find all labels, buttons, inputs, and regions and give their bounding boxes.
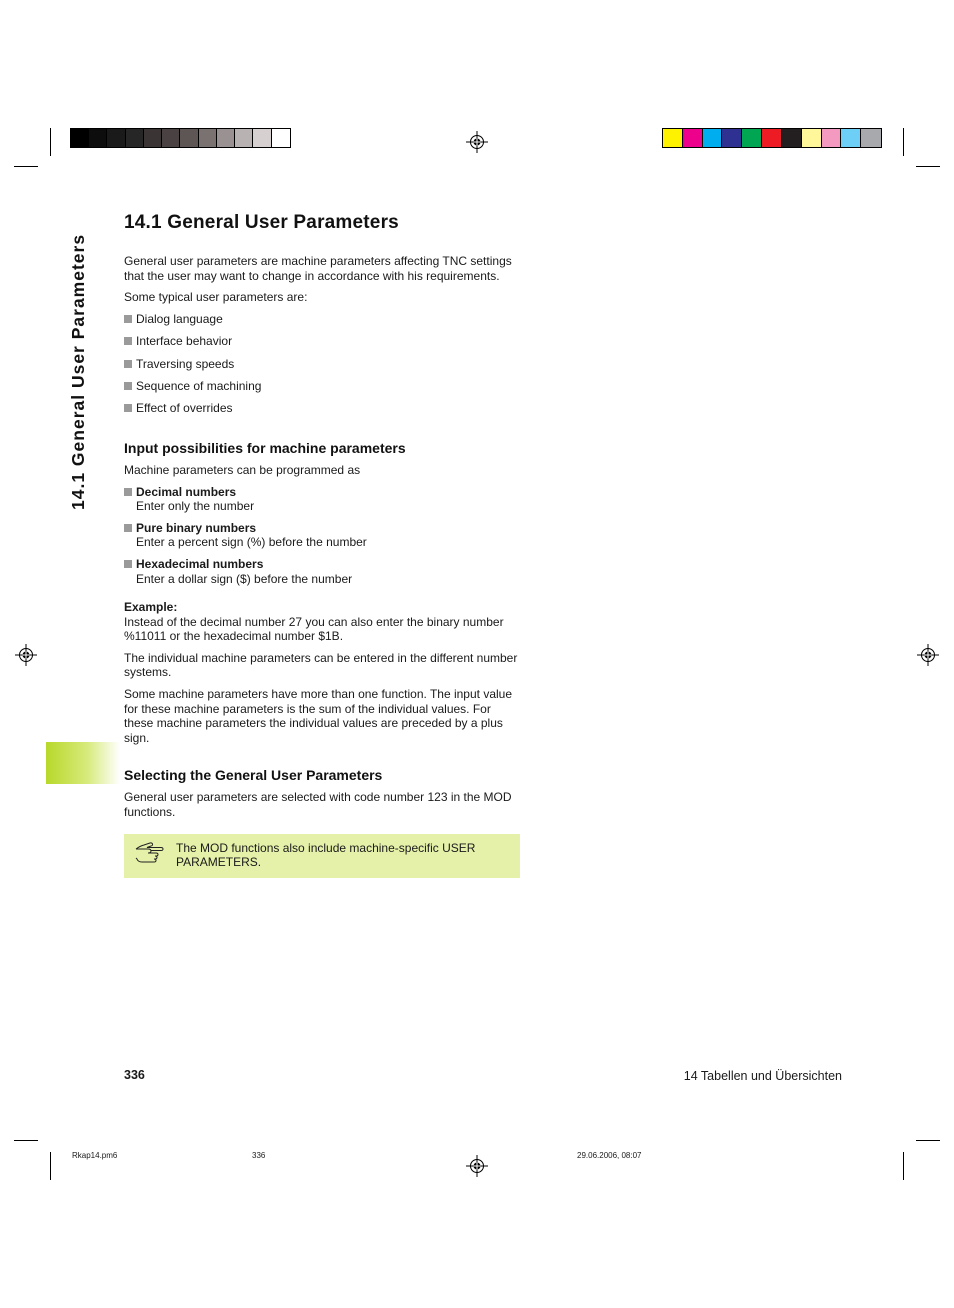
color-swatch <box>144 129 162 147</box>
color-swatch <box>742 129 762 147</box>
color-swatch <box>802 129 822 147</box>
selecting-paragraph: General user parameters are selected with code number 123 in the MOD functions. <box>124 790 512 820</box>
main-content <box>124 212 520 878</box>
bullet-square-icon <box>124 382 132 390</box>
color-swatch <box>253 129 271 147</box>
color-swatch <box>722 129 742 147</box>
color-swatch <box>126 129 144 147</box>
bullet-square-icon <box>124 360 132 368</box>
color-swatch <box>162 129 180 147</box>
chapter-tab <box>46 742 120 784</box>
crop-mark <box>916 166 940 167</box>
color-swatch <box>272 129 290 147</box>
bullet-square-icon <box>124 404 132 412</box>
crop-mark <box>14 1140 38 1141</box>
color-swatch <box>89 129 107 147</box>
color-swatch <box>217 129 235 147</box>
list-item: Hexadecimal numbers Enter a dollar sign ($) before the number <box>124 557 520 586</box>
bullet-square-icon <box>124 337 132 345</box>
registration-mark-icon <box>466 1155 488 1177</box>
bullet-square-icon <box>124 488 132 496</box>
list-item: Dialog language <box>124 312 520 327</box>
intro-paragraph: General user parameters are machine parameters affecting TNC settings that the user may want to change in accordance with his requirements. <box>124 254 512 283</box>
grayscale-bar <box>70 128 291 148</box>
side-chapter-title: 14.1 General User Parameters <box>68 233 88 510</box>
list-item: Traversing speeds <box>124 357 520 372</box>
crop-mark <box>903 1152 904 1180</box>
list-item: Effect of overrides <box>124 401 520 416</box>
color-swatch <box>663 129 683 147</box>
crop-mark <box>50 1152 51 1180</box>
color-bar <box>662 128 882 148</box>
color-swatch <box>199 129 217 147</box>
number-systems-paragraph: The individual machine parameters can be entered in the different number systems. <box>124 650 518 680</box>
slug-filename: Rkap14.pm6 <box>72 1151 118 1160</box>
color-swatch <box>822 129 842 147</box>
color-swatch <box>841 129 861 147</box>
bullet-square-icon <box>124 524 132 532</box>
number-format-list <box>124 485 520 587</box>
crop-mark <box>50 128 51 156</box>
color-swatch <box>861 129 881 147</box>
chapter-footer: 14 Tabellen und Übersichten <box>683 1069 842 1083</box>
crop-mark <box>903 128 904 156</box>
crop-mark <box>14 166 38 167</box>
color-swatch <box>71 129 89 147</box>
color-swatch <box>235 129 253 147</box>
registration-mark-icon <box>15 644 37 666</box>
list-item: Pure binary numbers Enter a percent sign (%) before the number <box>124 521 520 550</box>
slug-page: 336 <box>252 1151 266 1160</box>
color-swatch <box>782 129 802 147</box>
color-swatch <box>762 129 782 147</box>
list-item: Interface behavior <box>124 334 520 349</box>
section-heading-selecting: Selecting the General User Parameters <box>124 767 383 784</box>
color-swatch <box>107 129 125 147</box>
page-title: 14.1 General User Parameters <box>124 212 399 233</box>
example-label: Example: <box>124 600 178 615</box>
example-paragraph: Example: Instead of the decimal number 27 you can also enter the binary number %11011 or the hexadecimal number $1B. <box>124 600 520 644</box>
list-item: Decimal numbers Enter only the number <box>124 485 520 514</box>
section-intro: Machine parameters can be programmed as <box>124 462 361 477</box>
section-heading-input: Input possibilities for machine parameters <box>124 439 406 456</box>
color-swatch <box>703 129 723 147</box>
note-box <box>124 834 520 878</box>
note-text: The MOD functions also include machine-specific USER PARAMETERS. <box>176 840 476 870</box>
color-swatch <box>683 129 703 147</box>
slug-datetime: 29.06.2006, 08:07 <box>577 1151 642 1160</box>
bullet-square-icon <box>124 315 132 323</box>
registration-mark-icon <box>466 131 488 153</box>
registration-mark-icon <box>917 644 939 666</box>
multi-function-paragraph: Some machine parameters have more than one function. The input value for these machine parameters is the sum of the individual values. For these machine parameters the individual values are preceded by a plus sign. <box>124 687 513 745</box>
bullet-square-icon <box>124 560 132 568</box>
color-swatch <box>180 129 198 147</box>
page-number: 336 <box>124 1068 145 1082</box>
typical-intro: Some typical user parameters are: <box>124 290 308 305</box>
crop-mark <box>916 1140 940 1141</box>
pointing-hand-icon <box>134 841 164 863</box>
typical-parameters-list <box>124 312 520 416</box>
list-item: Sequence of machining <box>124 379 520 394</box>
